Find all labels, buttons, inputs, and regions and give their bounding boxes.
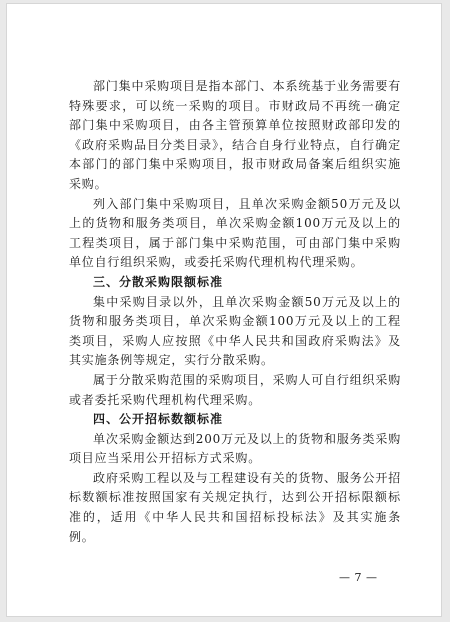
- page-number: — 7 —: [339, 571, 378, 584]
- paragraph-decentralized-threshold: 集中采购目录以外，且单次采购金额50万元及以上的货物和服务类项目，单次采购金额100万元及以上的工程类项目，采购人应按照《中华人民共和国政府采购法》及其实施条例等规定，实行分散采购。: [69, 294, 401, 368]
- paragraph-department-procurement: 部门集中采购项目是指本部门、本系统基于业务需要有特殊要求，可以统一采购的项目。市财政局不再统一确定部门集中采购项目，由各主管预算单位按照财政部印发的《政府采购品目分类目录》，结合自身行业特点，自行确定本部门的部门集中采购项目，报市财政局备案后组织实施采购。: [69, 79, 401, 191]
- document-body: [69, 77, 401, 547]
- section-heading-decentralized-threshold: 三、分散采购限额标准: [93, 274, 224, 289]
- paragraph-decentralized-scope: 属于分散采购范围的采购项目，采购人可自行组织采购或者委托采购代理机构代理采购。: [69, 372, 401, 407]
- paragraph-department-scope: 列入部门集中采购项目，且单次采购金额50万元及以上的货物和服务类项目，单次采购金额100万元及以上的工程类项目，属于部门集中采购范围，可由部门集中采购单位自行组织采购，或委托采购代理机构代理采购。: [69, 196, 401, 270]
- section-heading-public-tender-threshold: 四、公开招标数额标准: [93, 412, 224, 427]
- document-page: [6, 3, 442, 617]
- paragraph-public-tender-engineering: 政府采购工程以及与工程建设有关的货物、服务公开招标数额标准按照国家有关规定执行，达到公开招标限额标准的，适用《中华人民共和国招标投标法》及其实施条例。: [69, 470, 401, 544]
- paragraph-public-tender-amount: 单次采购金额达到200万元及以上的货物和服务类采购项目应当采用公开招标方式采购。: [69, 431, 401, 466]
